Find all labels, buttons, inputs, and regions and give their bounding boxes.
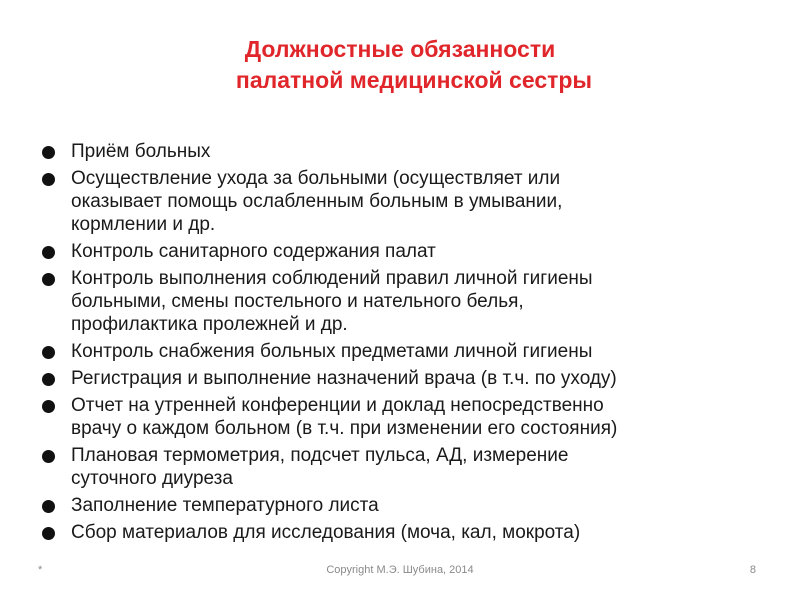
title-line-2: палатной медицинской сестры xyxy=(235,67,593,93)
bullet-dot-icon xyxy=(42,400,55,413)
list-item-text: Сбор материалов для исследования (моча, кал, мокрота) xyxy=(71,522,581,543)
list-item xyxy=(40,240,740,263)
list-item-text: Отчет на утренней конференции и доклад непосредственно врачу о каждом больном (в т.ч. при изменении его состояния) xyxy=(71,395,618,439)
footer-marker: * xyxy=(38,564,43,576)
list-item xyxy=(40,444,740,490)
list-item xyxy=(40,521,740,544)
slide-title xyxy=(0,34,800,96)
list-item-text: Регистрация и выполнение назначений врача (в т.ч. по уходу) xyxy=(71,368,617,389)
bullet-dot-icon xyxy=(42,146,55,159)
list-item xyxy=(40,340,740,363)
bullet-dot-icon xyxy=(42,246,55,259)
bullet-dot-icon xyxy=(42,346,55,359)
list-item xyxy=(40,267,740,336)
bullet-dot-icon xyxy=(42,527,55,540)
list-item xyxy=(40,367,740,390)
list-item-text: Контроль снабжения больных предметами личной гигиены xyxy=(71,341,593,362)
list-item-text: Осуществление ухода за больными (осуществляет или оказывает помощь ослабленным больным в умывании, кормлении и др. xyxy=(71,168,563,235)
list-item-text: Контроль санитарного содержания палат xyxy=(71,241,436,262)
list-item-text: Приём больных xyxy=(71,141,211,162)
list-item xyxy=(40,394,740,440)
page-number: 8 xyxy=(749,564,756,576)
bullet-dot-icon xyxy=(42,273,55,286)
list-item xyxy=(40,167,740,236)
copyright-text: Copyright М.Э. Шубина, 2014 xyxy=(326,564,474,576)
list-item xyxy=(40,140,740,163)
list-item-text: Заполнение температурного листа xyxy=(71,495,379,516)
bullet-dot-icon xyxy=(42,173,55,186)
bullet-dot-icon xyxy=(42,500,55,513)
list-item-text: Контроль выполнения соблюдений правил личной гигиены больными, смены постельного и нательного белья, профилактика пролежней и др. xyxy=(71,268,593,335)
bullet-dot-icon xyxy=(42,373,55,386)
list-item xyxy=(40,494,740,517)
bullet-dot-icon xyxy=(42,450,55,463)
list-item-text: Плановая термометрия, подсчет пульса, АД, измерение суточного диуреза xyxy=(71,445,569,489)
duties-list xyxy=(40,140,740,548)
title-line-1: Должностные обязанности xyxy=(244,36,556,62)
slide-footer xyxy=(0,564,800,582)
